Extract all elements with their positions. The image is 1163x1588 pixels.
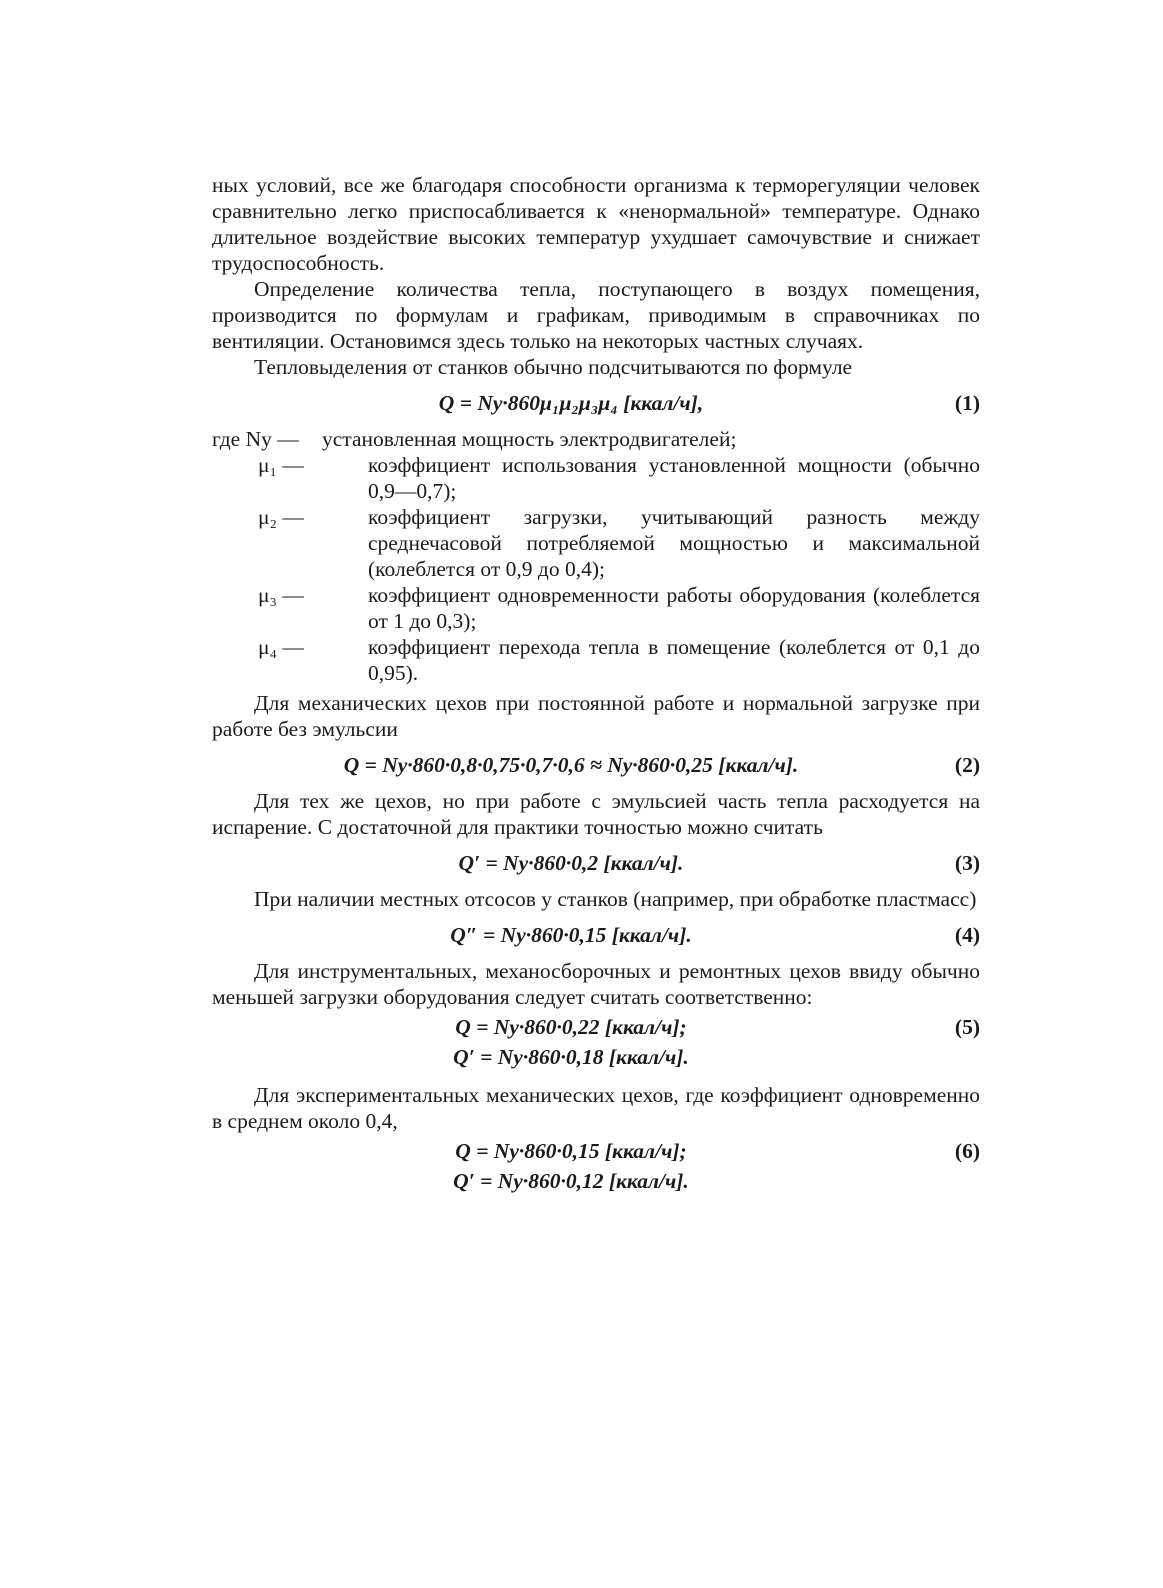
formula-text: Q = Nу·860μ₁μ₂μ₃μ₄ [ккал/ч], [438,391,704,415]
formula-text: Q′ = Nу·860·0,2 [ккал/ч]. [458,851,684,875]
definition-item [212,582,980,634]
paragraph: Тепловыделения от станков обычно подсчитываются по формуле [254,355,853,379]
definition-symbol: μ₂ — [258,505,304,529]
paragraph: Для тех же цехов, но при работе с эмульсией часть тепла расходуется на испарение. С достаточной для практики точностью можно считать [212,789,980,839]
formula-text: Q″ = Nу·860·0,15 [ккал/ч]. [450,923,692,947]
paragraph: ных условий, все же благодаря способности организма к терморегуляции человек сравнительно легко приспосабливается к «ненормальной» температуре. Однако длительное воздействие высоких температур ухудшает самочувствие и снижает трудоспособность. [212,173,980,275]
formula-5a [212,1014,980,1040]
paragraph: Для инструментальных, механосборочных и ремонтных цехов ввиду обычно меньшей загрузки оборудования следует считать соответственно: [212,959,980,1009]
formula-text: Q = Nу·860·0,15 [ккал/ч]; [455,1139,687,1163]
definition-symbol: μ₃ — [258,583,304,607]
definition-item [212,504,980,582]
paragraph: При наличии местных отсосов у станков (например, при обработке пластмасс) [254,887,977,911]
definition-symbol [212,426,322,452]
definition-item [212,634,980,686]
formula-text: Q′ = Nу·860·0,12 [ккал/ч]. [453,1169,689,1193]
formula-2 [212,752,980,778]
formula-1 [212,390,980,416]
definition-text: коэффициент использования установленной мощности (обычно 0,9—0,7); [368,453,980,503]
formula-5b [212,1044,980,1070]
formula-text: Q = Nу·860·0,22 [ккал/ч]; [455,1015,687,1039]
definition-item [212,452,980,504]
definitions-list [212,426,980,686]
text-column [212,172,980,1198]
formula-number: (6) [954,1139,980,1163]
paragraph: Для экспериментальных механических цехов, где коэффициент одновременно в среднем около 0,4, [212,1083,980,1133]
definition-text: коэффициент одновременности работы оборудования (колеблется от 1 до 0,3); [368,583,980,633]
formula-number: (5) [954,1015,980,1039]
formula-number: (1) [954,391,980,415]
definition-text: коэффициент перехода тепла в помещение (колеблется от 0,1 до 0,95). [368,635,980,685]
definition-text: коэффициент загрузки, учитывающий разность между среднечасовой потребляемой мощностью и максимальной (колеблется от 0,9 до 0,4); [368,505,980,581]
definition-item [212,426,980,452]
where-word: где [212,427,241,451]
formula-6a [212,1138,980,1164]
definition-symbol: μ₄ — [258,635,304,659]
formula-number: (4) [954,923,980,947]
definition-text: установленная мощность электродвигателей; [322,427,737,451]
formula-text: Q = Nу·860·0,8·0,75·0,7·0,6 ≈ Nу·860·0,25 [ккал/ч]. [343,753,799,777]
formula-6b [212,1168,980,1194]
symbol-text: Nу — [245,427,299,451]
formula-number: (3) [954,851,980,875]
formula-4 [212,922,980,948]
formula-text: Q′ = Nу·860·0,18 [ккал/ч]. [453,1045,689,1069]
definition-symbol: μ₁ — [258,453,304,477]
formula-number: (2) [954,753,980,777]
formula-3 [212,850,980,876]
paragraph: Определение количества тепла, поступающего в воздух помещения, производится по формулам и графикам, приводимым в справочниках по вентиляции. Остановимся здесь только на некоторых частных случаях. [212,277,980,353]
paragraph: Для механических цехов при постоянной работе и нормальной загрузке при работе без эмульсии [212,691,980,741]
